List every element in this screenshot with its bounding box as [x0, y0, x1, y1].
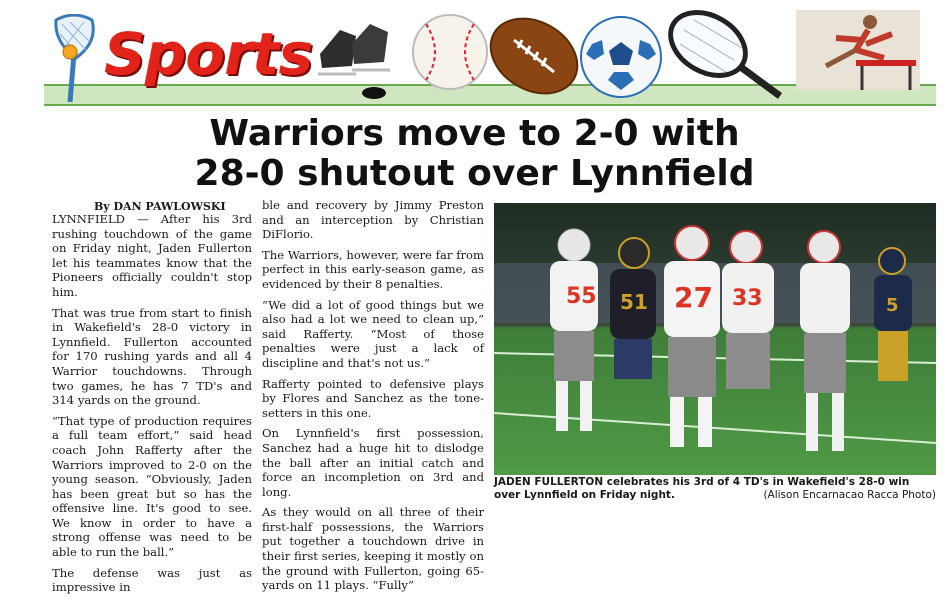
hockey-puck-icon [360, 84, 388, 102]
photo-credit: (Alison Encarnacao Racca Photo) [763, 489, 936, 501]
paragraph: As they would on all three of their first-half possessions, the Warriors put together a touchdown drive in their first series, keeping it mostly on the ground with Fullerton, going 65-yards on 11 plays. “Fully” [262, 505, 484, 593]
ice-skates-icon [312, 14, 402, 104]
svg-text:51: 51 [620, 290, 648, 314]
byline: By DAN PAWLOWSKI [94, 200, 226, 213]
paragraph: On Lynnfield's first possession, Sanchez had a huge hit to dislodge the ball after an initial catch and force an incompletion on 3rd and long. [262, 426, 484, 499]
football-players-image [494, 203, 936, 475]
paragraph: Rafferty pointed to defensive plays by Flores and Sanchez as the tone-setters in this one. [262, 376, 484, 420]
tennis-racket-icon [664, 10, 784, 102]
hurdler-icon [796, 10, 920, 102]
sports-banner [0, 0, 949, 108]
caption-text: JADEN FULLERTON celebrates his 3rd of 4 TD's in Wakefield's 28-0 win over Lynnfield on Friday night. [494, 476, 910, 501]
paragraph: The defense was just as impressive in [52, 565, 252, 595]
svg-text:5: 5 [886, 295, 899, 316]
headline-line2: 28-0 shutout over Lynnfield [194, 153, 755, 194]
football-icon [484, 10, 584, 102]
soccer-ball-icon [578, 14, 664, 100]
section-title: Sports [104, 20, 312, 88]
headline-line1: Warriors move to 2-0 with [209, 113, 740, 154]
game-photo [494, 203, 936, 475]
baseball-icon [410, 12, 490, 92]
svg-text:33: 33 [732, 286, 763, 311]
photo-caption [494, 476, 936, 502]
svg-text:55: 55 [566, 284, 597, 309]
paragraph: That was true from start to finish in Wakefield's 28-0 victory in Lynnfield. Fullerton accounted for 170 rushing yards and all 4 Warrior touchdowns. Through two games, he has 7 TD's and 314 yards on the ground. [52, 305, 252, 408]
paragraph: The Warriors, however, were far from perfect in this early-season game, as evidenced by their 8 penalties. [262, 247, 484, 291]
paragraph: LYNNFIELD — After his 3rd rushing touchdown of the game on Friday night, Jaden Fullerton let his teammates know that the Pioneers officially couldn't stop him. [52, 212, 252, 299]
svg-text:27: 27 [674, 281, 713, 314]
article-column-2 [262, 198, 484, 599]
paragraph: ble and recovery by Jimmy Preston and an interception by Christian DiFlorio. [262, 198, 484, 242]
lacrosse-stick-icon [46, 14, 100, 104]
paragraph: “That type of production requires a full team effort,” said head coach John Rafferty after the Warriors improved to 2-0 on the young season. “Obviously, Jaden has been great but so has the offensive line. It's good to see. We know in order to have a strong offense was need to be able to run the ball.” [52, 413, 252, 560]
article-column-1 [52, 212, 252, 601]
paragraph: “We did a lot of good things but we also had a lot we need to clean up,” said Rafferty. “Most of those penalties were just a lack of discipline and that's not us.” [262, 297, 484, 370]
